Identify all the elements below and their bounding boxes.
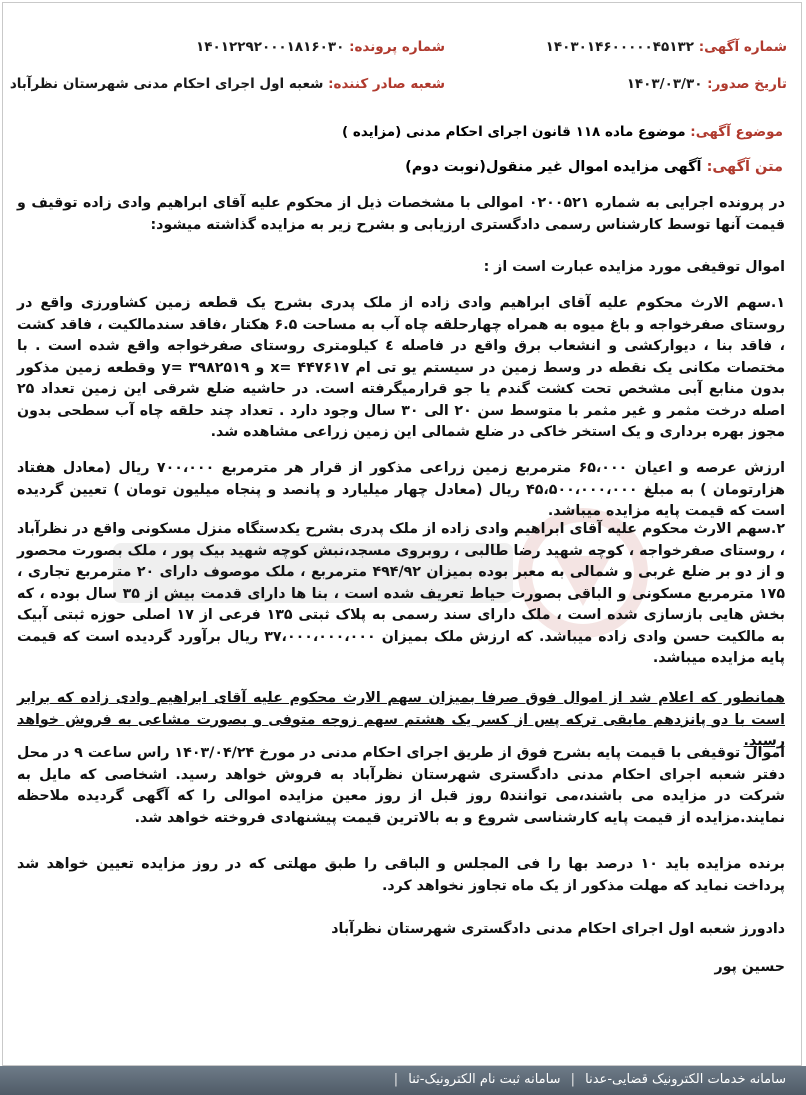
notice-frame [2, 2, 802, 1066]
paragraph-share-note: همانطور که اعلام شد از اموال فوق صرفا بمیزان سهم الارث محکوم علیه آقای ابراهیم وادی زاده که برابر است با دو پانزدهم مابقی ترکه پس از کسر یک هشتم سهم زوجه متوفی و بصورت مشاعی به فروش خواهد رسید. [17, 690, 785, 749]
paragraph-intro: در پرونده اجرایی به شماره ۰۲۰۰۵۲۱ اموالی با مشخصات ذیل از محکوم علیه آقای ابراهیم وادی زاده توقیف و قیمت آنها توسط کارشناس رسمی دادگستری ارزیابی و بشرح زیر به مزایده گذاشته میشود: [17, 195, 785, 233]
paragraph-payment-terms: برنده مزایده باید ۱۰ درصد بها را فی المجلس و الباقی را طبق مهلتی که در روز مزایده تعیین خواهد شد پرداخت نماید که مهلت مذکور از یک ماه تجاوز نخواهد کرد. [17, 856, 785, 894]
file-number-value: ۱۴۰۱۲۲۹۲۰۰۰۱۸۱۶۰۳۰ [196, 39, 345, 55]
paragraph-auction-terms: اموال توقیفی با قیمت پایه بشرح فوق از طریق اجرای احکام مدنی در مورخ ۱۴۰۳/۰۴/۲۴ راس ساعت ۹ در محل دفتر شعبه اجرای احکام مدنی دادگستری شهرستان نظرآباد به فروش خواهد رسید. اشخاصی که مایل به شرکت در مزایده می باشند،می توانند۵ روز قبل از روز معین مزایده اموالی را که آگهی گردیده ملاحظه نمایند.مزایده از قیمت پایه کارشناسی شروع و به بالاترین قیمت پیشنهادی فروخته خواهد شد. [17, 745, 785, 826]
paragraph-items-heading: اموال توقیفی مورد مزایده عبارت است از : [483, 259, 785, 275]
subject [342, 124, 783, 140]
footer-bar [0, 1066, 806, 1095]
signature-name: حسین پور [714, 959, 785, 975]
footer-separator-end: | [393, 1072, 399, 1087]
issue-date-label: تاریخ صدور: [707, 76, 787, 92]
notice-number [546, 39, 787, 55]
issue-date-value: ۱۴۰۳/۰۳/۳۰ [626, 76, 703, 92]
notice-number-value: ۱۴۰۳۰۱۴۶۰۰۰۰۰۴۵۱۳۲ [545, 39, 694, 55]
footer-link-adliran[interactable]: سامانه خدمات الکترونیک قضایی-عدنا [585, 1072, 786, 1087]
issuer-label: شعبه صادر کننده: [328, 76, 445, 92]
notice-number-label: شماره آگهی: [698, 39, 787, 55]
paragraph-item-1-value: ارزش عرصه و اعیان ۶۵،۰۰۰ مترمربع زمین زراعی مذکور از قرار هر مترمربع ۷۰۰،۰۰۰ ریال (معادل هفتاد هزارتومان ) به مبلغ ۴۵،۵۰۰،۰۰۰،۰۰۰ ریال (معادل چهار میلیارد و پانصد و پنجاه میلیون تومان ) تعیین گردیده است که قیمت پایه مزایده میباشد. [17, 460, 785, 519]
footer-separator: | [570, 1072, 576, 1087]
notice-text-label: متن آگهی: [706, 159, 783, 175]
file-number-label: شماره پرونده: [349, 39, 445, 55]
issuer [10, 76, 445, 92]
subject-value: موضوع ماده ۱۱۸ قانون اجرای احکام مدنی (مزایده ) [342, 124, 686, 140]
signature-office: دادورز شعبه اول اجرای احکام مدنی دادگستری شهرستان نظرآباد [331, 921, 785, 937]
file-number [196, 39, 445, 55]
paragraph-item-1: ۱.سهم الارث محکوم علیه آقای ابراهیم وادی زاده از ملک پدری بشرح یک قطعه زمین کشاورزی واقع در روستای صفرخواجه و باغ میوه به همراه چهارحلقه چاه آب به مساحت ۶.۵ هکتار ،فاقد سندمالکیت ، فاقد کشت ، فاقد بنا ، دیوارکشی و انشعاب برق واقع در فاصله ٤ کیلومتری روستای صفرخواجه واقع شده است . با مختصات مکانی یک نقطه در وسط زمین در سیستم یو تی ام x= ۴۴۷۶۱۷ و y= ۳۹۸۲۵۱۹ وقطعه زمین مذکور بدون منابع آبی مشخص تحت کشت گندم یا جو قرارمیگرفته است. در حاشیه ضلع شرقی این زمین تعداد ۲۵ اصله درخت مثمر و غیر مثمر با متوسط سن ۲۰ الی ۳۰ سال وجود دارد . تعداد چند حلقه چاه آب سطحی بدون مجوز بهره برداری و یک استخر خاکی در ضلع شمالی این زمین زراعی مشاهده شد. [17, 295, 785, 440]
issuer-value: شعبه اول اجرای احکام مدنی شهرستان نظرآباد [9, 76, 324, 92]
issue-date [627, 76, 787, 92]
paragraph-item-2: ۲.سهم الارث محکوم علیه آقای ابراهیم وادی زاده از ملک پدری بشرح یکدستگاه منزل مسکونی واقع در نظرآباد ، روستای صفرخواجه ، کوچه شهید رضا طالبی ، روبروی مسجد،نبش کوچه شهید بیک پور ، ملک بصورت محصور و از دو بر ضلع غربی و شمالی به معبر بوده بمیزان ۴۹۴/۹۲ مترمربع ، ملک موصوف دارای ۲۰ مترمربع تجاری ، ۱۷۵ مترمربع مسکونی و الباقی بصورت حیاط تعریف شده است ، بنا ها دارای قدمت بیش از ۳۵ سال بوده ، که بخش هایی بازسازی شده است ، ملک دارای سند رسمی به پلاک ثبتی ۱۳۵ فرعی از ۱۷ اصلی حوزه ثبتی آبیک به مالکیت حسن وادی زاده میباشد. که ارزش ملک بمیزان ۳۷،۰۰۰،۰۰۰،۰۰۰ ریال برآورد گردیده است که قیمت پایه مزایده میباشد. [17, 521, 785, 666]
subject-label: موضوع آگهی: [690, 124, 783, 140]
notice-text-title: آگهی مزایده اموال غیر منقول(نوبت دوم) [405, 159, 702, 175]
footer-link-sana[interactable]: سامانه ثبت نام الکترونیک-ثنا [408, 1072, 561, 1087]
notice-text-heading [405, 159, 783, 175]
footer-links [388, 1072, 786, 1087]
